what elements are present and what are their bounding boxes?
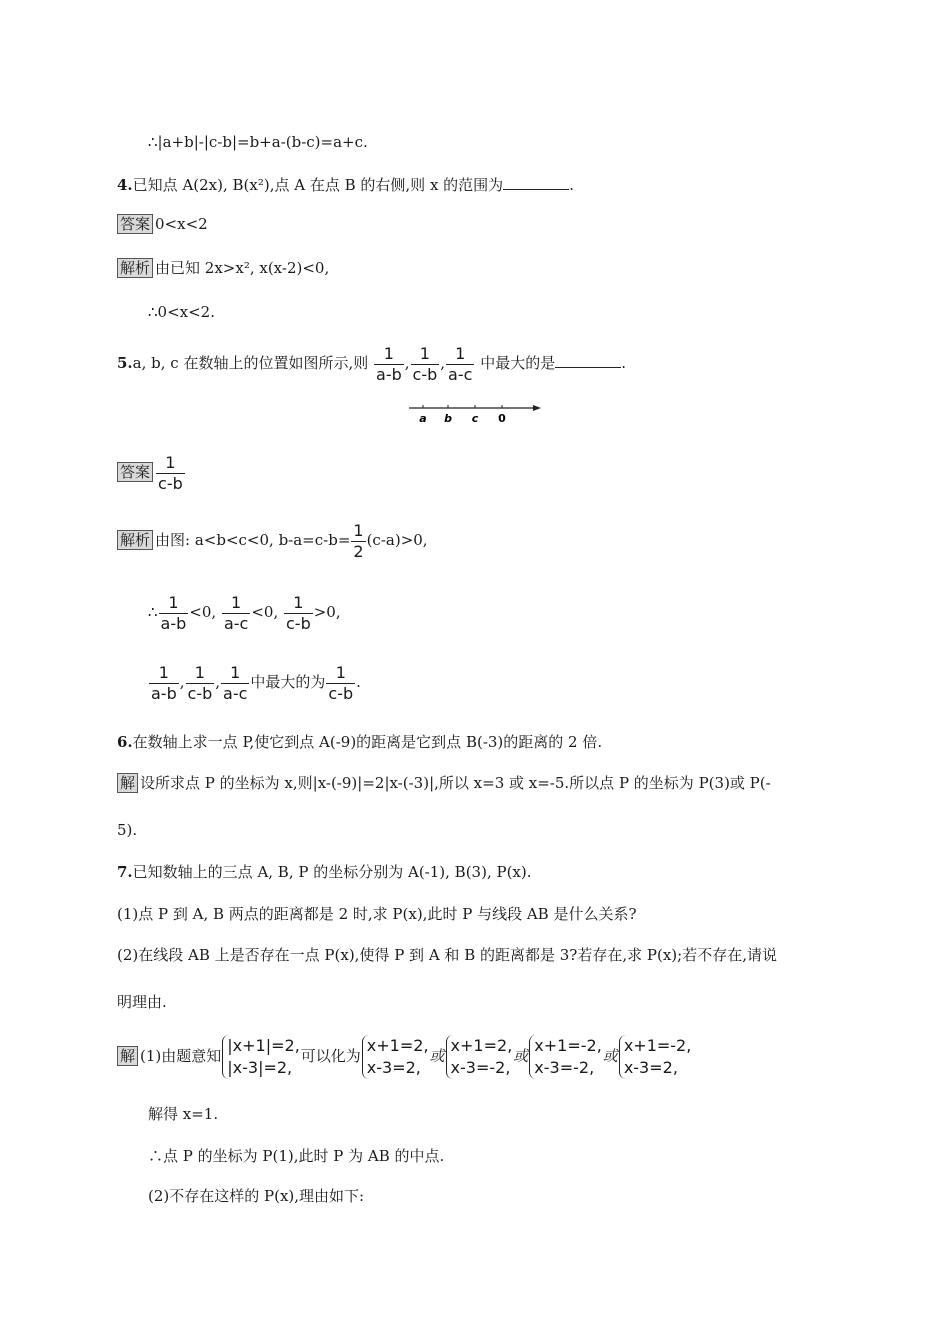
fraction-1-over-a-b: $\frac{1}{a-b}$ [376,343,402,384]
answer-label: 答案 [117,214,153,234]
solution-row: 解 (1)由题意知 |x+1|=2, |x-3|=2, 可以化为 x+1=2, x-3=2, 或 x+1=2, x-3=-2, 或 x+1=-2, x-3=-2, 或 x+1=-2, x-3=2, [117,1032,692,1080]
fraction-one-half: $\frac{1}{2}$ [353,520,364,561]
axis-label-a: a [419,412,427,425]
question-4: 4.已知点 A(2x), B(x²),点 A 在点 B 的右侧,则 x 的范围为 . [117,176,574,194]
solution-label: 解 [117,1046,138,1066]
analysis-label: 解析 [117,530,153,550]
answer-label: 答案 [117,462,153,482]
question-5: 5.a, b, c 在数轴上的位置如图所示,则 $\frac{1}{a-b}$ , $\frac{1}{c-b}$ , $\frac{1}{a-c}$ 中最大的是 . [117,343,626,384]
analysis-row: 解析 由图: a<b<c<0, b-a=c-b= $\frac{1}{2}$ (c-a)>0, [117,518,428,562]
analysis-conclusion: ∴0<x<2. [148,303,215,321]
number-line-figure [405,398,545,428]
analysis-text: 由已知 2x>x², x(x-2)<0, [155,259,330,277]
question-text: 已知数轴上的三点 A, B, P 的坐标分别为 A(-1), B(3), P(x). [132,863,532,881]
question-number: 4. [117,176,133,194]
answer-fraction: $\frac{1}{c-b}$ [158,452,183,493]
question-text: 已知点 A(2x), B(x²),点 A 在点 B 的右侧,则 x 的范围为 [132,176,504,194]
text-line-abs: ∴|a+b|-|c-b|=b+a-(b-c)=a+c. [148,133,368,151]
question-text: 在数轴上求一点 P,使它到点 A(-9)的距离是它到点 B(-3)的距离的 2 倍. [132,733,603,751]
solution-solve: 解得 x=1. [148,1105,219,1123]
equation-system: x+1=-2, x-3=-2, [529,1035,602,1079]
axis-label-0: 0 [498,412,506,425]
solution-row [117,773,771,793]
analysis-label: 解析 [117,258,153,278]
equation-system: x+1=2, x-3=2, [362,1035,429,1079]
equation-system: |x+1|=2, |x-3|=2, [222,1035,300,1079]
solution-conclusion: ∴点 P 的坐标为 P(1),此时 P 为 AB 的中点. [148,1147,445,1165]
equation-system: x+1=2, x-3=-2, [446,1035,513,1079]
axis-label-b: b [444,412,452,425]
question-7 [117,862,532,882]
solution-cont: 5). [117,821,138,839]
question-7-part-2: (2)在线段 AB 上是否存在一点 P(x),使得 P 到 A 和 B 的距离都是 3?若存在,求 P(x);若不存在,请说 [117,946,777,964]
answer-blank [555,353,621,368]
answer-blank [503,175,569,190]
answer-row [117,450,186,494]
question-number: 7. [117,863,133,881]
question-number: 6. [117,733,133,751]
fraction-1-over-a-c: $\frac{1}{a-c}$ [448,343,473,384]
answer-row [117,214,208,234]
question-number: 5. [117,354,133,372]
solution-text: 设所求点 P 的坐标为 x,则|x-(-9)|=2|x-(-3)|,所以 x=3 或 x=-5.所以点 P 的坐标为 P(3)或 P(- [140,774,771,792]
analysis-row [117,258,329,278]
analysis-signs: ∴ $\frac{1}{a-b}$ <0, $\frac{1}{a-c}$ <0, $\frac{1}{c-b}$ >0, [148,592,341,633]
question-7-part-2-cont: 明理由. [117,993,167,1011]
solution-label: 解 [117,773,138,793]
equation-system: x+1=-2, x-3=2, [619,1035,692,1079]
question-6 [117,732,602,752]
solution-part-2: (2)不存在这样的 P(x),理由如下: [148,1187,365,1205]
axis-label-c: c [471,412,479,425]
analysis-final: $\frac{1}{a-b}$ , $\frac{1}{c-b}$ , $\frac{1}{a-c}$ 中最大的为 $\frac{1}{c-b}$ . [151,662,361,703]
answer-text: 0<x<2 [155,215,208,233]
question-text: a, b, c 在数轴上的位置如图所示,则 [132,354,369,372]
fraction-1-over-c-b: $\frac{1}{c-b}$ [412,343,438,384]
question-7-part-1: (1)点 P 到 A, B 两点的距离都是 2 时,求 P(x),此时 P 与线段 AB 是什么关系? [117,905,637,923]
